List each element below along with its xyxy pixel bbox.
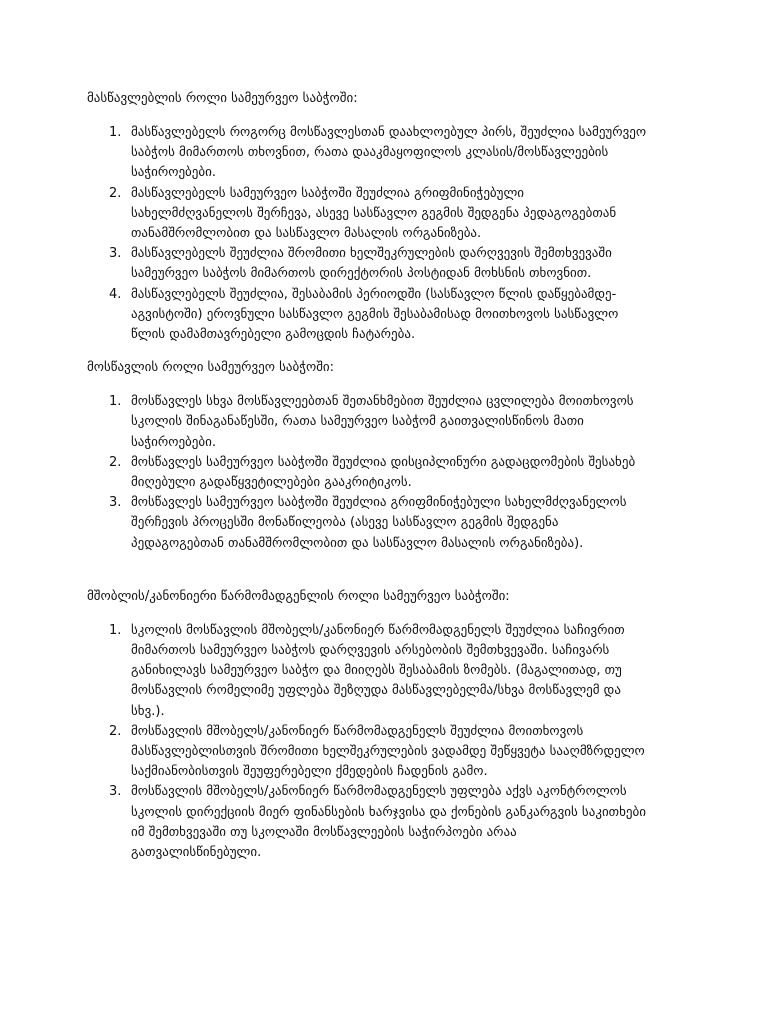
list-item-text-line: საჭიროებები. — [131, 165, 216, 181]
list-item — [87, 453, 698, 493]
list-item-text-line: სამეურვეო საბჭოს მიმართოს დირექტორის პოსტიდან მოხსნის თხოვნით. — [131, 266, 592, 282]
list-item-number: 2. — [109, 723, 122, 739]
list-item-text-line: სხვ.). — [131, 703, 165, 719]
list-item — [87, 493, 698, 554]
list-item-text-line: შერჩევის პროცესში მონაწილეობა (ასევე სასწავლო გეგმის შედგენა — [131, 515, 559, 531]
list-item — [87, 782, 698, 863]
list-item-text-line: მასწავლებლისთვის შრომითი ხელშეკრულების ვადამდე შეწყვეტა სააღმზრდელო — [131, 744, 645, 760]
list-item-text-line: მოსწავლის რომელიმე უფლება შეზღუდა მასწავლებელმა/სხვა მოსწავლემ და — [131, 683, 621, 699]
list-item-number: 2. — [109, 454, 122, 470]
list-item-text-line: საჭიროებები. — [131, 434, 216, 450]
list-item-text-line: სკოლის შინაგანაწესში, რათა სამეურვეო საბჭომ გაითვალისწინოს მათი — [131, 414, 584, 430]
list-item-text-line: აგვისტოში) ეროვნული სასწავლო გეგმის შესაბამისად მოითხოვოს სასწავლო — [131, 306, 619, 322]
list-item-number: 2. — [109, 185, 122, 201]
list-item-number: 1. — [109, 622, 122, 638]
parent-role-list — [87, 621, 698, 863]
section-heading-teacher: მასწავლებლის როლი სამეურვეო საბჭოში: — [87, 91, 358, 106]
list-item-text-line: წლის დამამთავრებელი გამოცდის ჩატარება. — [131, 327, 416, 343]
list-item-text-line: თანამშრომლობით და სასწავლო მასალის ორგანიზება. — [131, 226, 482, 242]
list-item — [87, 392, 698, 453]
list-item-number: 1. — [109, 125, 122, 140]
list-item-text-line: სახელმძღვანელოს შერჩევა, ასევე სასწავლო გეგმის შედგენა პედაგოგებთან — [131, 205, 617, 221]
list-item-text-line: სკოლის მოსწავლის მშობელს/კანონიერ წარმომადგენელს შეუძლია საჩივრით — [131, 622, 625, 638]
list-item-text-line: მასწავლებელს შეუძლია, შესაბამის პერიოდში (სასწავლო წლის დაწყებამდე- — [131, 286, 617, 302]
list-item-text-line: მოსწავლეს სამეურვეო საბჭოში შეუძლია გრიფმინიჭებული სახელმძღვანელოს — [131, 495, 627, 511]
list-item-text-line: გათვალისწინებული. — [131, 845, 262, 861]
list-item — [87, 123, 698, 184]
list-item-text-line: მიმართოს სამეურვეო საბჭოს დარღვევის არსებობის შემთხვევაში. საჩივარს — [131, 643, 610, 659]
list-item-text-line: საქმიანობისთვის შეუფერებელი ქმედების ჩადენის გამო. — [131, 764, 488, 780]
teacher-role-list — [87, 123, 698, 345]
list-item-text-line: მასწავლებელს შეუძლია შრომითი ხელშეკრულების დარღვევის შემთხვევაში — [131, 246, 612, 262]
list-item-text-line: მოსწავლის მშობელს/კანონიერ წარმომადგენელს უფლება აქვს აკონტროლოს — [131, 784, 627, 800]
list-item-text-line: მოსწავლეს სხვა მოსწავლეებთან შეთანხმებით შეუძლია ცვლილება მოითხოვოს — [131, 394, 634, 410]
section-heading-student: მოსწავლის როლი სამეურვეო საბჭოში: — [87, 360, 335, 376]
section-heading-parent: მშობლის/კანონიერი წარმომადგენლის როლი სამეურვეო საბჭოში: — [87, 588, 510, 604]
list-item-number: 3. — [109, 246, 122, 262]
list-item — [87, 285, 698, 346]
list-item — [87, 722, 698, 783]
student-role-list — [87, 392, 698, 554]
list-item-text-line: განიხილავს სამეურვეო საბჭო და მიიღებს შესაბამის ზომებს. (მაგალითად, თუ — [131, 663, 622, 679]
list-item-number: 3. — [109, 784, 122, 800]
list-item-text-line: მასწავლებელს როგორც მოსწავლესთან დაახლოებულ პირს, შეუძლია სამეურვეო — [131, 125, 647, 140]
list-item-text-line: მიღებული გადაწყვეტილებები გააკრიტიკოს. — [131, 475, 412, 491]
list-item-text-line: იმ შემთხვევაში თუ სკოლაში მოსწავლეების საჭირპოები არაა — [131, 824, 517, 840]
list-item-text-line: სკოლის დირექციის მიერ ფინანსების ხარჯვისა და ქონების განკარგვის საკითხები — [131, 804, 646, 820]
list-item-number: 3. — [109, 495, 122, 511]
list-item-text-line: საბჭოს მიმართოს თხოვნით, რათა დააკმაყოფილოს კლასის/მოსწავლეების — [131, 145, 609, 161]
list-item — [87, 244, 698, 284]
list-item-text-line: პედაგოგებთან თანამშრომლობით და სასწავლო მასალის ორგანიზება). — [131, 535, 584, 551]
list-item-text-line: მოსწავლეს სამეურვეო საბჭოში შეუძლია დისციპლინური გადაცდომების შესახებ — [131, 454, 636, 470]
list-item-number: 4. — [109, 286, 122, 302]
list-item — [87, 184, 698, 245]
list-item-text-line: მოსწავლის მშობელს/კანონიერ წარმომადგენელს შეუძლია მოითხოვოს — [131, 723, 584, 739]
list-item-text-line: მასწავლებელს სამეურვეო საბჭოში შეუძლია გრიფმინიჭებული — [131, 185, 525, 201]
list-item-number: 1. — [109, 394, 122, 410]
list-item — [87, 621, 698, 722]
